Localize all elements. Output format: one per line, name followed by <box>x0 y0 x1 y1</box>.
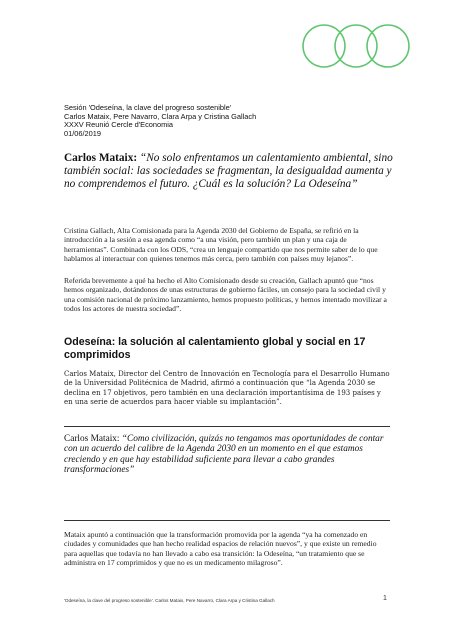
logo-circle-right <box>367 25 409 67</box>
quote1-speaker: Carlos Mataix: <box>64 152 138 164</box>
logo-circle-middle <box>335 25 377 67</box>
session-info <box>64 104 404 138</box>
page-footer: 'Odeseína, la clave del progreso sostenible'. Carlos Mataix, Pere Navarro, Clara Arpa y Cristina Gallach <box>64 598 275 603</box>
quote1-text: “No solo enfrentamos un calentamiento ambiental, sino también social: las sociedades se fragmentan, la desigualdad aumenta y no comprendemos el futuro. ¿Cuál es la solución? La Odeseína” <box>64 152 393 191</box>
paragraph-1: Cristina Gallach, Alta Comisionada para la Agenda 2030 del Gobierno de España, se refirió en la introducción a la sesión a esa agenda como “a una visión, pero también un plan y una caja de herramientas”. Combinada con los ODS, “crea un lenguaje compartido que nos permite saber de lo que hablamos al interactuar con quienes tenemos más cerca, pero también con países muy lejanos”. <box>64 226 378 264</box>
paragraph-2: Referida brevemente a qué ha hecho el Alto Comisionado desde su creación, Gallach apuntó que “nos hemos organizado, dotándonos de unas estructuras de gobierno fáciles, un consejo para la sociedad civil y una comisión nacional de próximo lanzamiento, hemos propuesto políticas, y hemos intentado movilizar a todos los actores de nuestra sociedad”. <box>64 276 387 314</box>
pull-quote-2 <box>64 434 394 476</box>
session-date: 01/06/2019 <box>64 128 101 138</box>
section-heading: Odeseína: la solución al calentamiento global y social en 17 comprimidos <box>64 336 366 361</box>
quote2-speaker: Carlos Mataix: <box>64 434 120 444</box>
quote-top-divider <box>64 426 390 427</box>
paragraph-3: Carlos Mataix, Director del Centro de Innovación en Tecnología para el Desarrollo Humano de la Universidad Politécnica de Madrid, afirmó a continuación que “la Agenda 2030 se declina en 17 objetivos, pero también en una declaración importantísima de 193 países y en una serie de acuerdos para hacer viable su implantación”. <box>64 370 390 407</box>
session-event: XXXV Reunió Cercle d'Economia <box>64 120 174 130</box>
quote2-text: “Como civilización, quizás no tengamos mas oportunidades de contar con un acuerdo del calibre de la Agenda 2030 en un momento en el que estamos creciendo y en que hay estabilidad suficiente para llevar a cabo grandes transformaciones” <box>64 434 384 476</box>
quote-bottom-divider <box>64 520 390 521</box>
paragraph-4: Mataix apuntó a continuación que la transformación promovida por la agenda “ya ha comenzado en ciudades y comunidades que han hecho realidad espacios de relación nuevos”, y que existe un remedio para aquellas que todavía no han llevado a cabo esa transición: la Odeseína, “un tratamiento que se administra en 17 comprimidos y que no es un medicamento milagroso”. <box>64 530 377 568</box>
page-number: 1 <box>383 595 387 602</box>
circles-logo-icon <box>300 22 412 70</box>
pull-quote-1 <box>64 152 394 192</box>
session-speakers: Carlos Mataix, Pere Navarro, Clara Arpa y Cristina Gallach <box>64 111 257 121</box>
session-title: Sesión 'Odeseína, la clave del progreso sostenible' <box>64 103 232 112</box>
logo-circle-left <box>303 25 345 67</box>
